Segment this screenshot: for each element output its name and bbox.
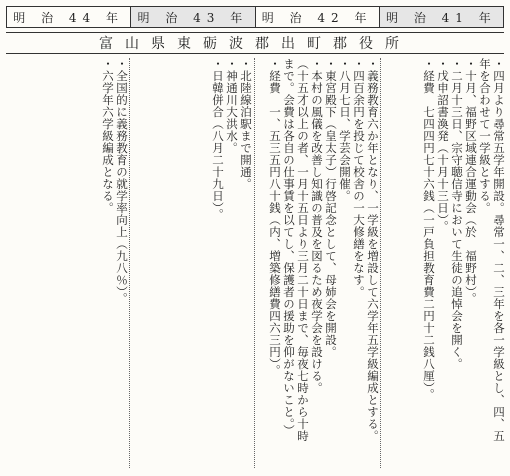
office-header: 富山県東砺波郡出町郡役所 (6, 32, 504, 54)
meiji41-line: ・二月十三日、宗守聴信寺において生徒の追悼会を開く。 (450, 58, 464, 370)
year-header-meiji43: 明 治 43 年 (130, 6, 254, 28)
column-meiji41 (381, 58, 505, 468)
meiji44-line: ・六学年六学級編成となる。 (101, 58, 115, 214)
year-header-meiji41: 明 治 41 年 (379, 6, 504, 28)
meiji42-line: まで。会費は各自の仕事賃を以てし、保護者の援助を仰がないこと。） (282, 58, 296, 437)
year-header-meiji42: 明 治 42 年 (255, 6, 379, 28)
meiji42-line: ・本村の風儀を改善し知識の普及を図るため夜学会を設ける。 (310, 58, 324, 394)
meiji42-line: ・義務教育六か年となり、一学級を増設して六学年五学級編成とする。 (366, 58, 380, 442)
column-divider (254, 58, 255, 468)
meiji41-line: ・経費 七四四円七十六銭（一戸負担教育費二円十二銭八厘）。 (422, 58, 436, 401)
meiji41-line: ・四月より尋常五学年開設。尋常一、二、三年を各一学級とし、四、五 (492, 58, 506, 442)
meiji43-line: ・神通川大洪水。 (225, 58, 239, 154)
meiji41-line: ・十月、福野区域連合運動会（於 福野村）。 (464, 58, 478, 305)
meiji44-line: ・全国的に義務教育の就学率向上（九八％）。 (115, 58, 129, 305)
meiji41-line: 年を合わせて一学級とする。 (478, 58, 492, 214)
meiji41-line: ・戊申詔書渙発（十月十三日）。 (436, 58, 450, 233)
column-meiji42 (255, 58, 379, 468)
year-header-row (6, 6, 504, 28)
column-meiji43 (130, 58, 252, 468)
year-header-meiji44: 明 治 44 年 (6, 6, 130, 28)
meiji43-line: ・北陸線泊駅まで開通。 (239, 58, 253, 190)
meiji42-line: ・経費 一、五三五円八十銭（内、増築修繕費四六三円）。 (268, 58, 282, 377)
column-divider (380, 58, 381, 468)
meiji42-line: （十五才以上の者、一月十五日より三月二十日まで、毎夜七時から十時 (296, 58, 310, 442)
column-meiji44 (6, 58, 128, 468)
meiji43-line: ・日韓併合（八月二十九日）。 (211, 58, 225, 221)
meiji42-line: ・八月七日、学芸会開催。 (338, 58, 352, 202)
meiji42-line: ・東宮殿下（皇太子）行啓記念として、母姉会を開設。 (324, 58, 338, 358)
meiji42-line: ・四百余円を投じて校舎の一大修繕をなす。 (352, 58, 366, 298)
column-divider (129, 58, 130, 468)
